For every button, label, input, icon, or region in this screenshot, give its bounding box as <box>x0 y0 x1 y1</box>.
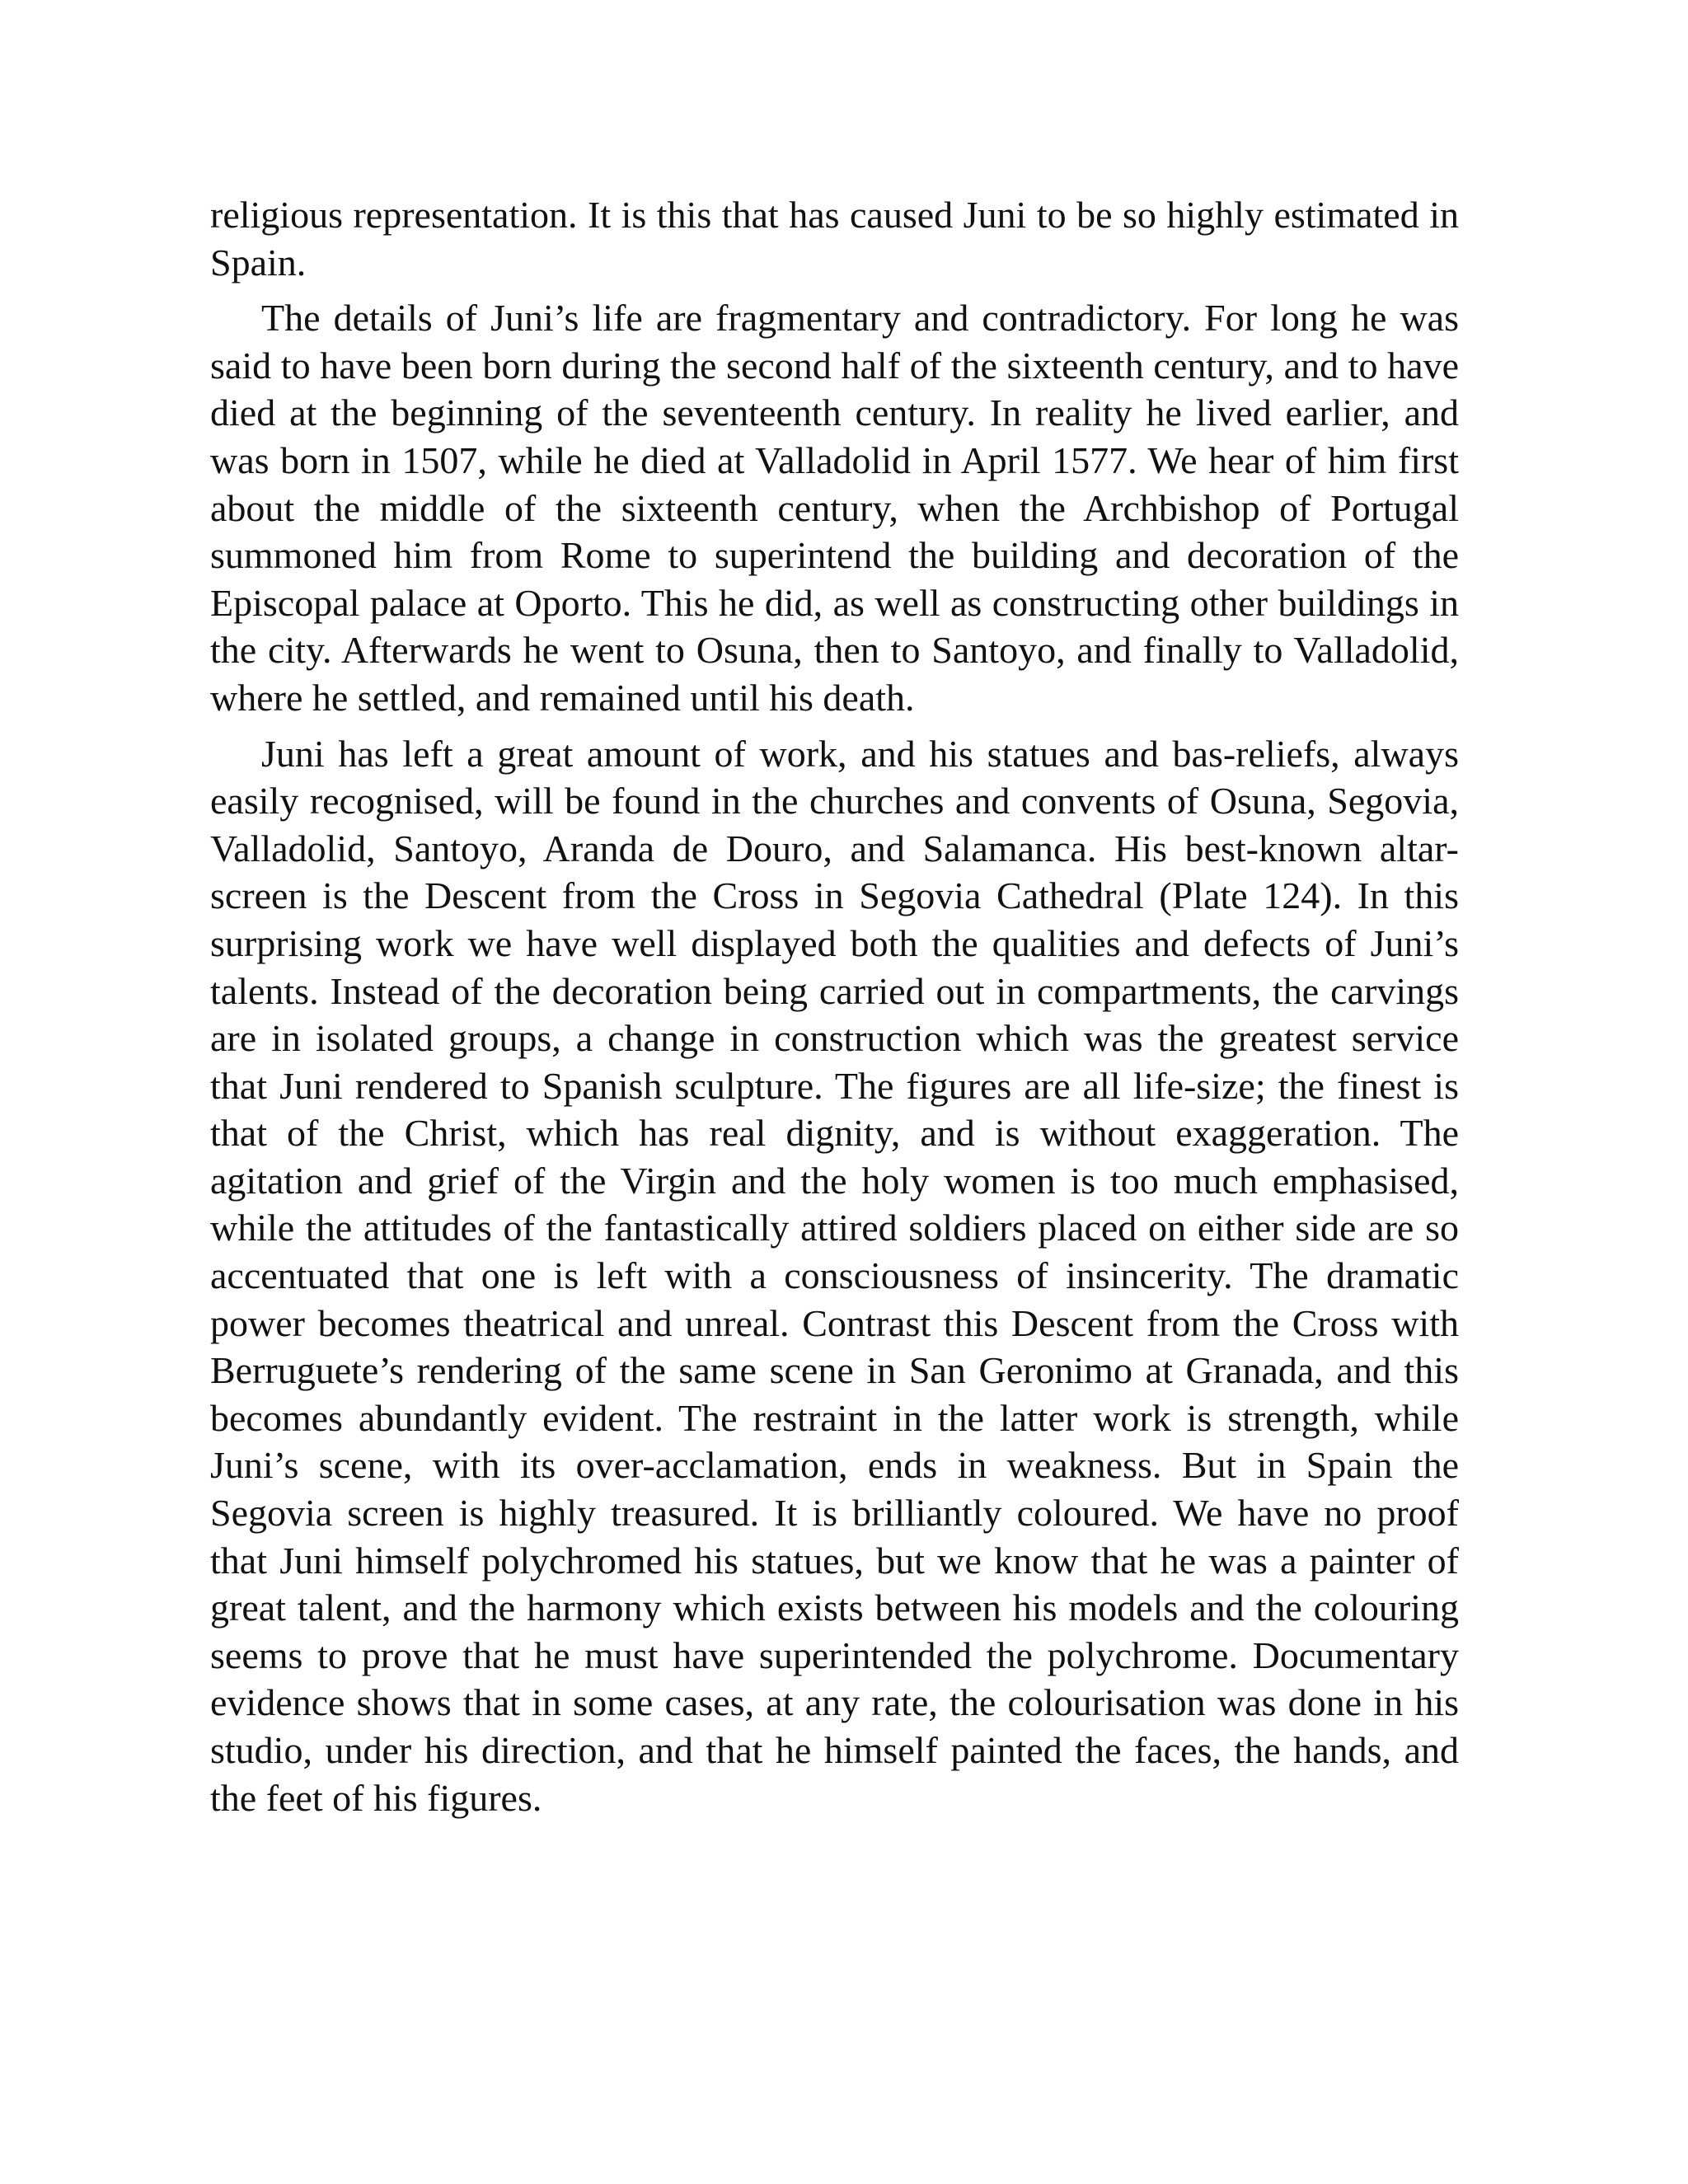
page-body <box>210 191 1459 1821</box>
paragraph-1: religious representation. It is this that has caused Juni to be so highly estimated in Spain. <box>210 194 1459 284</box>
paragraph-3: Juni has left a great amount of work, and his statues and bas-reliefs, always easily recognised, will be found in the churches and convents of Osuna, Segovia, Valladolid, Santoyo, Aranda de Douro, and Salamanca. His best-known altar-screen is the Descent from the Cross in Segovia Cathedral (Plate 124). In this surprising work we have well displayed both the qualities and defects of Juni’s talents. Instead of the decoration being carried out in compartments, the carvings are in isolated groups, a change in construction which was the greatest service that Juni rendered to Spanish sculpture. The figures are all life-size; the finest is that of the Christ, which has real dignity, and is without exaggeration. The agitation and grief of the Virgin and the holy women is too much emphasised, while the attitudes of the fantastically attired soldiers placed on either side are so accentuated that one is left with a consciousness of insincerity. The dramatic power becomes theatrical and unreal. Contrast this Descent from the Cross with Berruguete’s rendering of the same scene in San Geronimo at Granada, and this becomes abundantly evident. The restraint in the latter work is strength, while Juni’s scene, with its over-acclamation, ends in weakness. But in Spain the Segovia screen is highly treasured. It is brilliantly coloured. We have no proof that Juni himself polychromed his statues, but we know that he was a painter of great talent, and the harmony which exists between his models and the colouring seems to prove that he must have superintended the polychrome. Documentary evidence shows that in some cases, at any rate, the colourisation was done in his studio, under his direction, and that he himself painted the faces, the hands, and the feet of his figures. <box>210 732 1459 1819</box>
paragraph-2: The details of Juni’s life are fragmentary and contradictory. For long he was said to have been born during the second half of the sixteenth century, and to have died at the beginning of the seventeenth century. In reality he lived earlier, and was born in 1507, while he died at Valladolid in April 1577. We hear of him first about the middle of the sixteenth century, when the Archbishop of Portugal summoned him from Rome to superintend the building and decoration of the Episcopal palace at Oporto. This he did, as well as constructing other buildings in the city. Afterwards he went to Osuna, then to Santoyo, and finally to Valladolid, where he settled, and remained until his death. <box>210 297 1459 719</box>
